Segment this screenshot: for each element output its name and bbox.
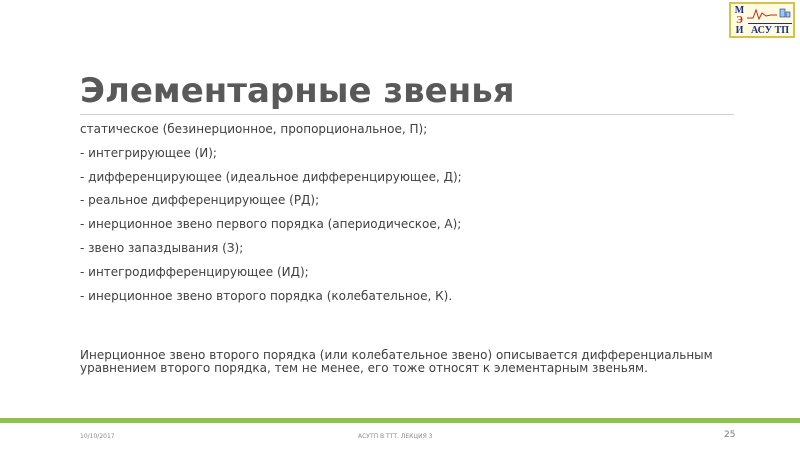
title-divider — [80, 114, 734, 115]
logo — [729, 2, 795, 38]
list-item: - звено запаздывания (З); — [80, 240, 244, 255]
footer-lecture-title: АСУТП В ТТТ. ЛЕКЦИЯ 3 — [358, 433, 433, 440]
footer-accent-bar — [0, 418, 800, 423]
list-item: - интегрирующее (И); — [80, 145, 217, 160]
logo-letter-i: И — [735, 25, 744, 36]
list-item: - реальное дифференцирующее (РД); — [80, 193, 320, 208]
logo-label: АСУ ТП — [748, 23, 792, 37]
logo-letter-e: Э — [736, 15, 743, 26]
logo-letter-m: М — [734, 5, 745, 16]
description-paragraph: Инерционное звено второго порядка (или колебательное звено) описывается дифференциальным уравнением второго порядка, тем не менее, его тоже относят к элементарным звеньям. — [80, 348, 713, 375]
logo-signal-icon — [747, 7, 791, 21]
page-number: 25 — [724, 430, 736, 440]
slide-title: Элементарные звенья — [80, 71, 515, 111]
list-item: - инерционное звено первого порядка (апериодическое, А); — [80, 217, 462, 232]
list-item: - дифференцирующее (идеальное дифференцирующее, Д); — [80, 169, 462, 184]
footer-date: 10/10/2017 — [80, 433, 115, 440]
list-item: - инерционное звено второго порядка (колебательное, К). — [80, 288, 453, 303]
logo-letters — [733, 6, 746, 36]
list-item: - интегродифференцирующее (ИД); — [80, 264, 309, 279]
link-types-list — [80, 122, 740, 312]
list-item: статическое (безинерционное, пропорциональное, П); — [80, 122, 428, 136]
